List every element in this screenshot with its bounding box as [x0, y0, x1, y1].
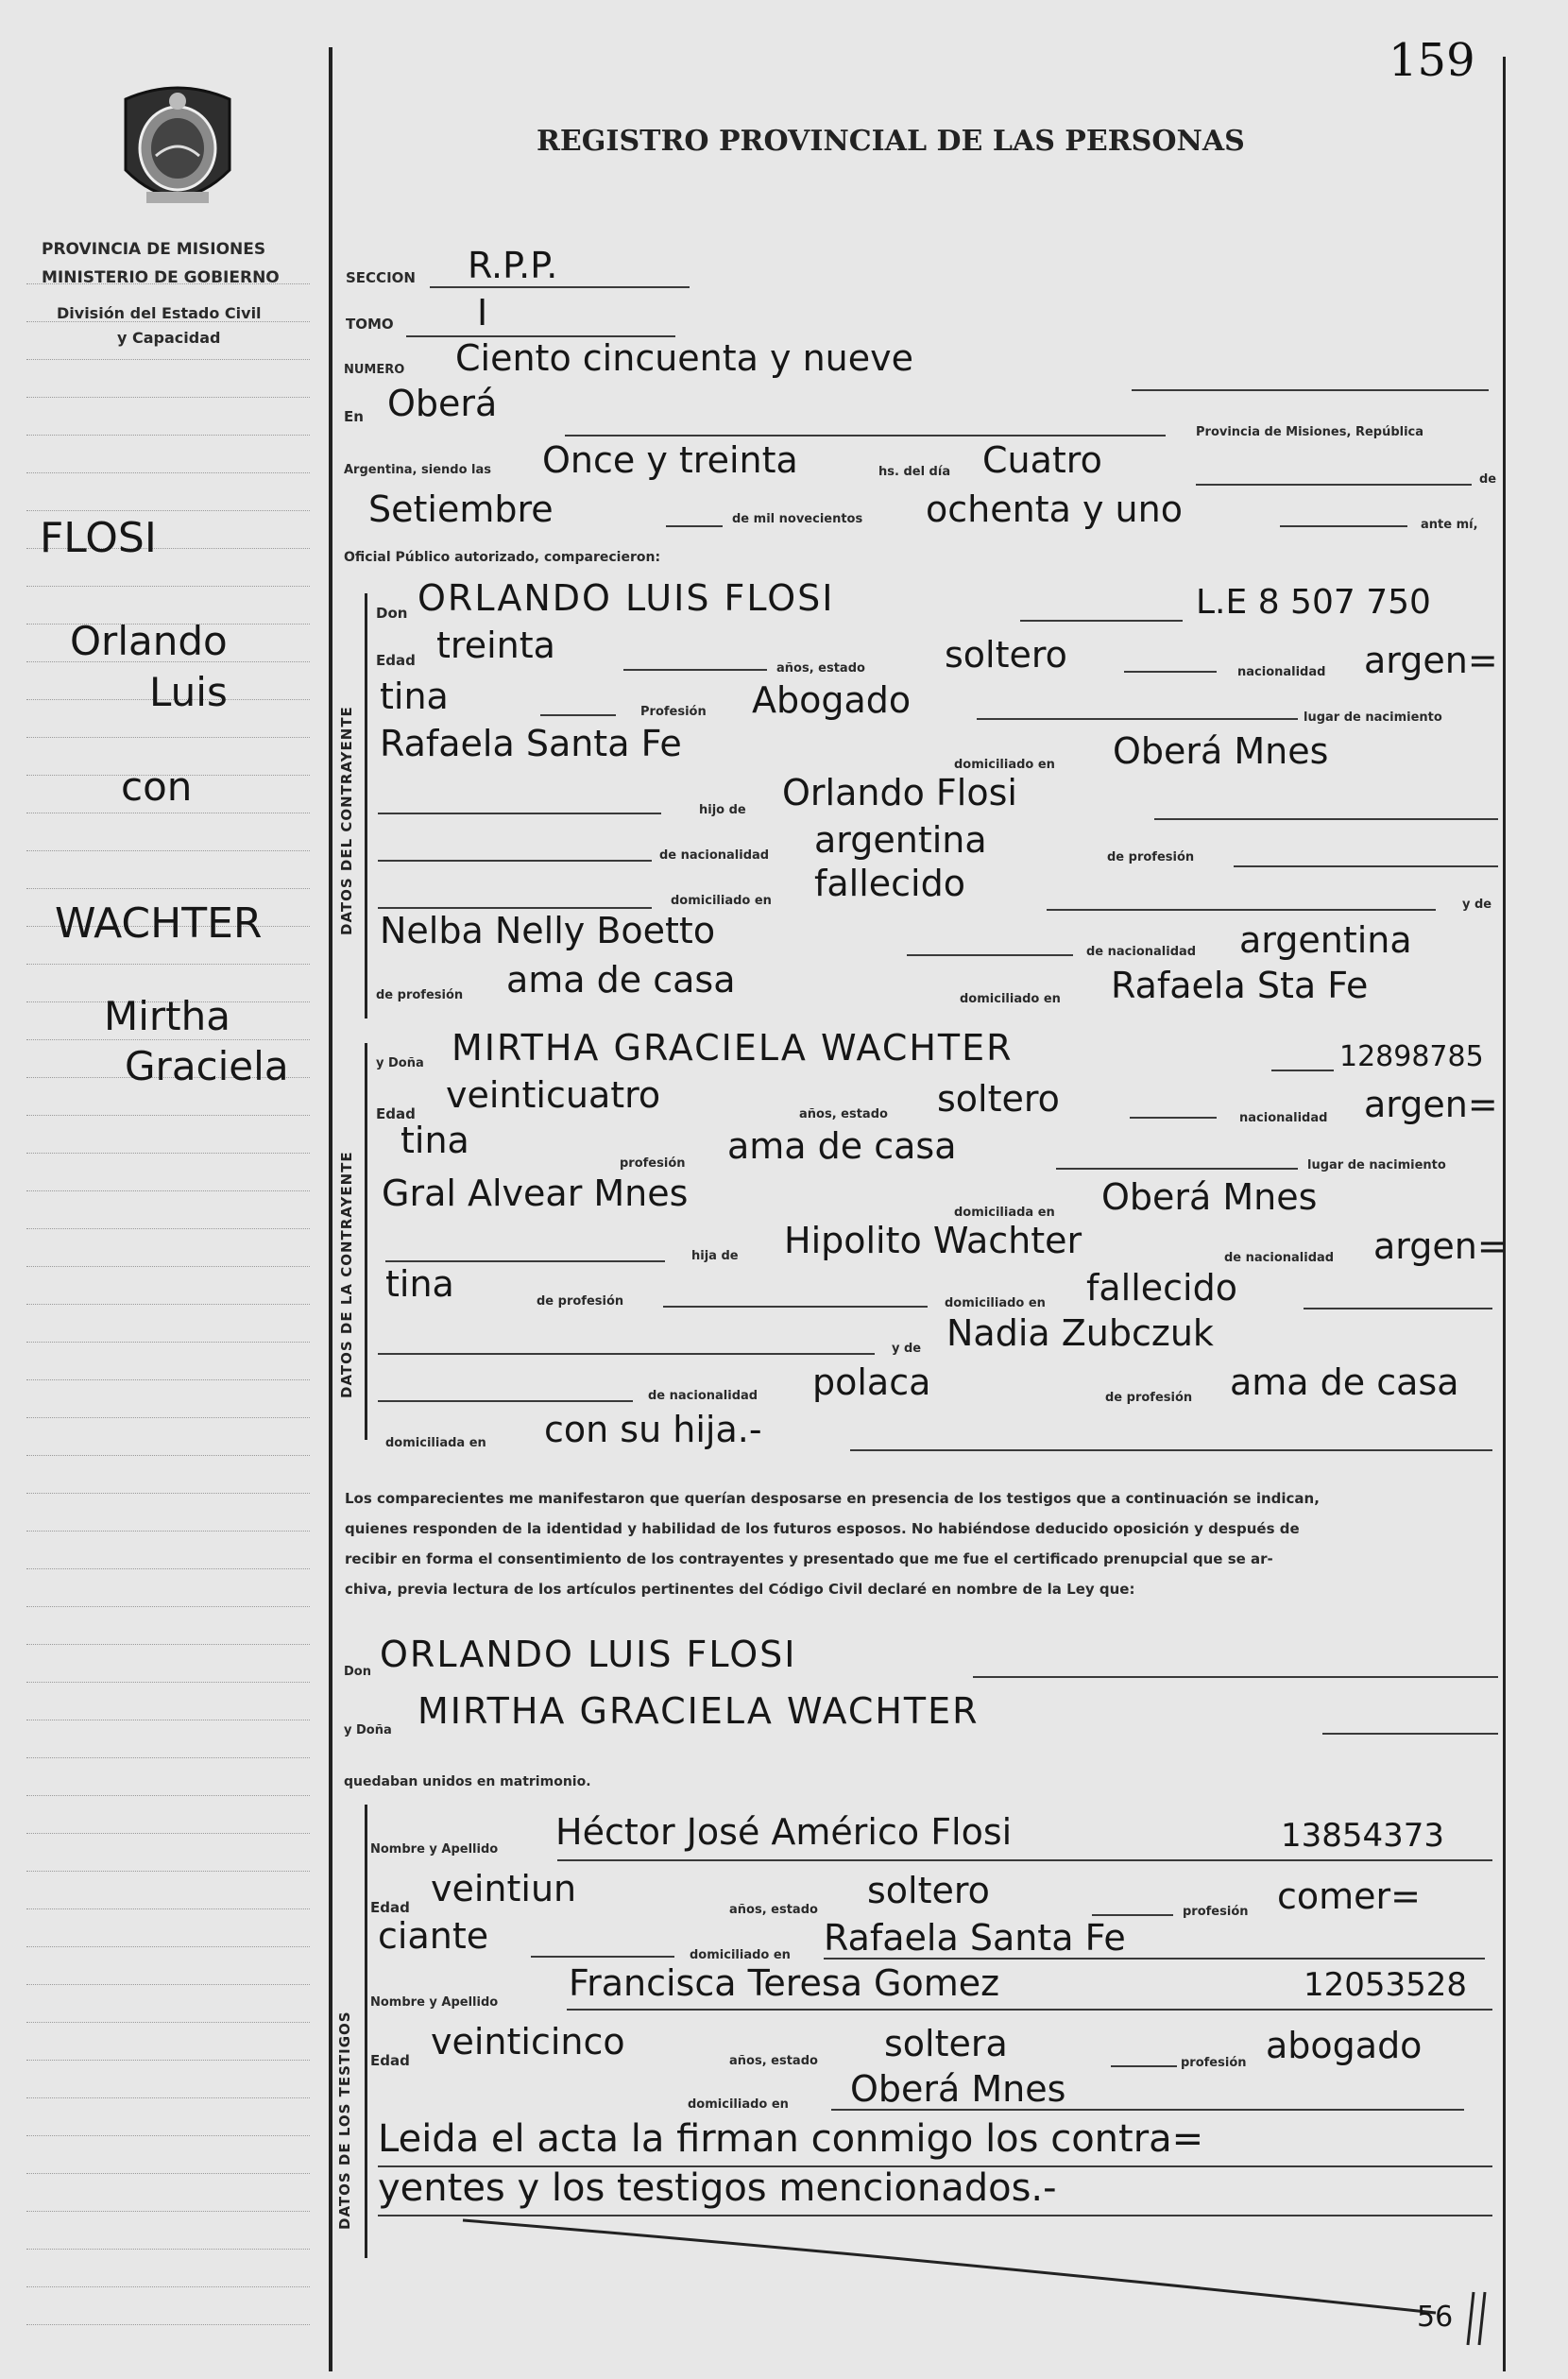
closing-line-1: Leida el acta la firman conmigo los contra= [378, 2117, 1204, 2161]
testigo2-nombre-line [567, 2009, 1492, 2011]
contrayente-bracket [365, 593, 367, 1018]
anos-estado-label-1: años, estado [776, 661, 865, 676]
contrayenta-madre: Nadia Zubczuk [946, 1312, 1214, 1354]
seccion-value: R.P.P. [468, 245, 558, 286]
right-margin-rule [1503, 57, 1506, 2371]
estado-line-2 [1130, 1117, 1217, 1119]
contrayente-padre-domicilio: fallecido [814, 863, 965, 904]
contrayenta-padre-domicilio: fallecido [1086, 1267, 1237, 1309]
contrayente-padre: Orlando Flosi [782, 772, 1017, 813]
seccion-line [430, 286, 690, 288]
tomo-value: I [477, 292, 488, 334]
anio-line [1280, 525, 1407, 527]
edad-line-1 [623, 669, 767, 671]
hija-de-line [385, 1260, 665, 1262]
closing-line-2: yentes y los testigos mencionados.- [378, 2166, 1057, 2210]
declaration-line: Los comparecientes me manifestaron que querían desposarse en presencia de los testigos que a continuación se indican, [345, 1490, 1320, 1507]
margin-name-graciela: Graciela [125, 1043, 289, 1089]
numero-label: NUMERO [344, 363, 405, 377]
contrayenta-nacionalidad-2: tina [401, 1120, 469, 1161]
mes-line [666, 525, 723, 527]
profesion-label-1: Profesión [640, 705, 707, 719]
hijo-de-label: hijo de [699, 803, 746, 817]
numero-value: Ciento cincuenta y nueve [455, 337, 914, 379]
contrayenta-edad: veinticuatro [446, 1074, 661, 1116]
contrayente-nacionalidad-2: tina [380, 676, 449, 717]
de-mil-label: de mil novecientos [732, 512, 863, 526]
tomo-label: TOMO [346, 316, 394, 333]
contrayenta-profesion: ama de casa [727, 1125, 957, 1167]
y-dona-label-2: y Doña [344, 1723, 392, 1737]
lugar-nacimiento-label-2: lugar de nacimiento [1307, 1158, 1446, 1172]
edad-label-2: Edad [376, 1105, 416, 1122]
nombre-apellido-label-1: Nombre y Apellido [370, 1842, 499, 1857]
declaration-line: chiva, previa lectura de los artículos pertinentes del Código Civil declaré en nombre de la Ley que: [345, 1581, 1135, 1598]
de-nacionalidad-label-2: de nacionalidad [1086, 945, 1197, 959]
union-dona: MIRTHA GRACIELA WACHTER [418, 1690, 980, 1732]
dia-value: Cuatro [982, 439, 1102, 481]
testigo1-nombre: Héctor José Américo Flosi [555, 1811, 1013, 1853]
margin-name-mirtha: Mirtha [104, 993, 230, 1039]
hora-value: Once y treinta [542, 439, 798, 481]
testigo1-profesion-2: ciante [378, 1915, 489, 1957]
closing-strike-line [453, 2211, 1492, 2324]
don-label-2: Don [344, 1665, 371, 1679]
contrayente-nombre-line [1020, 620, 1183, 622]
testigo2-estado-line [1111, 2065, 1177, 2067]
province-name: PROVINCIA DE MISIONES [42, 240, 266, 259]
de-profesion-label-2: de profesión [376, 988, 464, 1002]
ante-mi-label: ante mí, [1421, 518, 1478, 532]
contrayenta-nombre-line [1271, 1070, 1334, 1071]
union-don-line [973, 1676, 1498, 1678]
contrayente-documento: L.E 8 507 750 [1196, 583, 1431, 622]
domiciliado-label-3: domiciliado en [960, 992, 1061, 1006]
padre-dom-pre-line [378, 907, 652, 909]
madre-dom-line-2 [850, 1449, 1492, 1451]
testigo2-estado: soltera [884, 2023, 1008, 2064]
declaration-paragraph [345, 1483, 1502, 1604]
margin-connector-con: con [121, 763, 193, 810]
profesion-line-2 [1056, 1168, 1298, 1170]
argentina-siendo-label: Argentina, siendo las [344, 463, 492, 477]
contrayenta-estado: soltero [937, 1078, 1060, 1120]
de-label-1: de [1479, 472, 1497, 487]
mes-value: Setiembre [368, 488, 554, 530]
testigo1-dom-line [824, 1958, 1485, 1960]
contrayenta-madre-domicilio: con su hija.- [544, 1409, 762, 1450]
footer-double-slash [1462, 2290, 1491, 2349]
contrayenta-padre-nacionalidad-1: argen= [1373, 1225, 1508, 1267]
estado-line-1 [1124, 671, 1217, 673]
declaration-line: quienes responden de la identidad y habilidad de los futuros esposos. No habiéndose deducido oposición y después de [345, 1520, 1300, 1537]
padre-dom-line-1 [1047, 909, 1436, 911]
edad-label-3: Edad [370, 1899, 410, 1916]
testigo2-dom-line [831, 2109, 1464, 2111]
margin-name-orlando: Orlando [70, 618, 228, 664]
anos-estado-label-3: años, estado [729, 1903, 818, 1917]
don-label: Don [376, 605, 408, 622]
de-nacionalidad-label-1: de nacionalidad [659, 848, 770, 863]
lugar-line [565, 435, 1166, 436]
madre-pre-line-2 [378, 1353, 875, 1355]
provincia-republica-label: Provincia de Misiones, República [1196, 425, 1424, 439]
contrayenta-side-label: DATOS DE LA CONTRAYENTE [338, 1151, 355, 1398]
hijo-de-line [378, 813, 661, 814]
coat-of-arms-seal [118, 80, 237, 222]
testigo1-estado: soltero [867, 1870, 990, 1911]
quedaban-label: quedaban unidos en matrimonio. [344, 1774, 591, 1789]
madre-nac-pre-line-2 [378, 1400, 633, 1402]
testigos-bracket [365, 1805, 367, 2258]
contrayenta-padre-nacionalidad-2: tina [385, 1263, 454, 1305]
contrayente-madre-profesion: ama de casa [506, 959, 736, 1001]
domiciliada-label-2: domiciliada en [385, 1436, 486, 1450]
nac-cont-line-1 [540, 714, 616, 716]
contrayente-madre-domicilio: Rafaela Sta Fe [1111, 965, 1369, 1006]
contrayenta-madre-profesion: ama de casa [1230, 1361, 1459, 1403]
domiciliado-label-2: domiciliado en [671, 894, 772, 908]
testigo2-profesion: abogado [1266, 2025, 1423, 2066]
registry-title: REGISTRO PROVINCIAL DE LAS PERSONAS [537, 125, 1245, 158]
union-dona-line [1322, 1733, 1498, 1735]
declaration-line: recibir en forma el consentimiento de los contrayentes y presentado que me fue el certificado prenupcial que se ar- [345, 1550, 1273, 1567]
testigo1-profesion-1: comer= [1277, 1875, 1421, 1917]
domiciliado-label-5: domiciliado en [690, 1948, 791, 1962]
contrayente-estado: soltero [945, 634, 1067, 676]
profesion-label-2: profesión [620, 1156, 686, 1171]
de-nacionalidad-label-4: de nacionalidad [648, 1389, 758, 1403]
hija-de-label: hija de [691, 1249, 739, 1263]
y-de-label-1: y de [1462, 898, 1492, 912]
madre-line-1 [907, 954, 1073, 956]
ministry-name: MINISTERIO DE GOBIERNO [42, 268, 280, 287]
testigo2-documento: 12053528 [1304, 1966, 1468, 2004]
division-line-2: y Capacidad [117, 329, 221, 347]
anos-estado-label-4: años, estado [729, 2054, 818, 2068]
margin-name-luis: Luis [149, 669, 228, 715]
de-nacionalidad-label-3: de nacionalidad [1224, 1251, 1335, 1265]
contrayente-nacionalidad-1: argen= [1364, 640, 1498, 681]
left-margin-rule [329, 47, 332, 2371]
contrayenta-nombre: MIRTHA GRACIELA WACHTER [452, 1027, 1014, 1069]
contrayente-side-label: DATOS DEL CONTRAYENTE [338, 706, 355, 935]
seccion-label: SECCION [346, 269, 416, 286]
y-dona-label-1: y Doña [376, 1056, 424, 1070]
domiciliado-label-1: domiciliado en [954, 758, 1055, 772]
contrayenta-nacionalidad-1: argen= [1364, 1084, 1498, 1125]
contrayente-madre: Nelba Nelly Boetto [380, 910, 716, 951]
testigo1-domicilio: Rafaela Santa Fe [824, 1917, 1126, 1959]
testigo1-edad: veintiun [431, 1868, 577, 1909]
en-label: En [344, 408, 364, 425]
testigo1-nombre-line [557, 1859, 1492, 1861]
padre-nac-line-1 [378, 860, 652, 862]
contrayente-profesion: Abogado [752, 679, 912, 721]
contrayenta-padre: Hipolito Wachter [784, 1220, 1082, 1261]
footer-mark: 56 [1417, 2301, 1454, 2334]
testigo2-edad: veinticinco [431, 2021, 625, 2062]
numero-line [1132, 389, 1489, 391]
contrayenta-madre-nacionalidad: polaca [812, 1361, 931, 1403]
de-profesion-label-3: de profesión [537, 1294, 624, 1309]
padre-line-1 [1154, 818, 1498, 820]
de-profesion-label-1: de profesión [1107, 850, 1195, 864]
edad-label-1: Edad [376, 652, 416, 669]
hs-del-dia-label: hs. del día [878, 465, 951, 479]
contrayenta-lugar-nacimiento: Gral Alvear Mnes [382, 1172, 689, 1214]
oficial-publico-label: Oficial Público autorizado, comparecieron: [344, 550, 661, 565]
contrayente-padre-nacionalidad: argentina [814, 819, 987, 861]
contrayenta-domicilio: Oberá Mnes [1101, 1176, 1318, 1218]
margin-surname-flosi: FLOSI [40, 514, 157, 562]
testigo1-estado-line [1092, 1914, 1173, 1916]
testigo1-documento: 13854373 [1281, 1817, 1445, 1855]
testigo1-prof-line [531, 1956, 674, 1958]
contrayente-nombre: ORLANDO LUIS FLOSI [418, 577, 835, 619]
profesion-label-3: profesión [1183, 1905, 1249, 1919]
page-number: 159 [1389, 34, 1475, 87]
anio-value: ochenta y uno [926, 488, 1183, 530]
testigos-side-label: DATOS DE LOS TESTIGOS [336, 2011, 353, 2230]
testigo2-nombre: Francisca Teresa Gomez [569, 1962, 1000, 2004]
testigo2-domicilio: Oberá Mnes [850, 2068, 1066, 2110]
contrayenta-bracket [365, 1043, 367, 1440]
union-don: ORLANDO LUIS FLOSI [380, 1634, 797, 1675]
y-de-label-2: y de [892, 1342, 922, 1356]
padre-prof-line-1 [1234, 865, 1498, 867]
domiciliado-label-4: domiciliado en [945, 1296, 1046, 1310]
profesion-label-4: profesión [1181, 2056, 1247, 2070]
contrayente-lugar-nacimiento: Rafaela Santa Fe [380, 723, 682, 764]
anos-estado-label-2: años, estado [799, 1107, 888, 1121]
division-line-1: División del Estado Civil [57, 304, 262, 322]
margin-surname-wachter: WACHTER [55, 899, 263, 948]
lugar-value: Oberá [387, 383, 498, 424]
lugar-nacimiento-label-1: lugar de nacimiento [1304, 710, 1442, 725]
contrayente-edad: treinta [436, 625, 555, 666]
de-profesion-label-4: de profesión [1105, 1391, 1193, 1405]
nombre-apellido-label-2: Nombre y Apellido [370, 1995, 499, 2010]
contrayente-domicilio: Oberá Mnes [1113, 730, 1329, 772]
nacionalidad-label-2: nacionalidad [1239, 1111, 1328, 1125]
nacionalidad-label-1: nacionalidad [1237, 665, 1326, 679]
edad-label-4: Edad [370, 2052, 410, 2069]
domiciliada-label-1: domiciliada en [954, 1206, 1055, 1220]
contrayenta-documento: 12898785 [1339, 1040, 1484, 1073]
dia-line [1196, 484, 1472, 486]
padre-prof-line-2 [663, 1306, 928, 1308]
padre-dom-line-2 [1304, 1308, 1492, 1309]
profesion-line-1 [977, 718, 1298, 720]
domiciliado-label-6: domiciliado en [688, 2097, 789, 2112]
contrayente-madre-nacionalidad: argentina [1239, 919, 1412, 961]
